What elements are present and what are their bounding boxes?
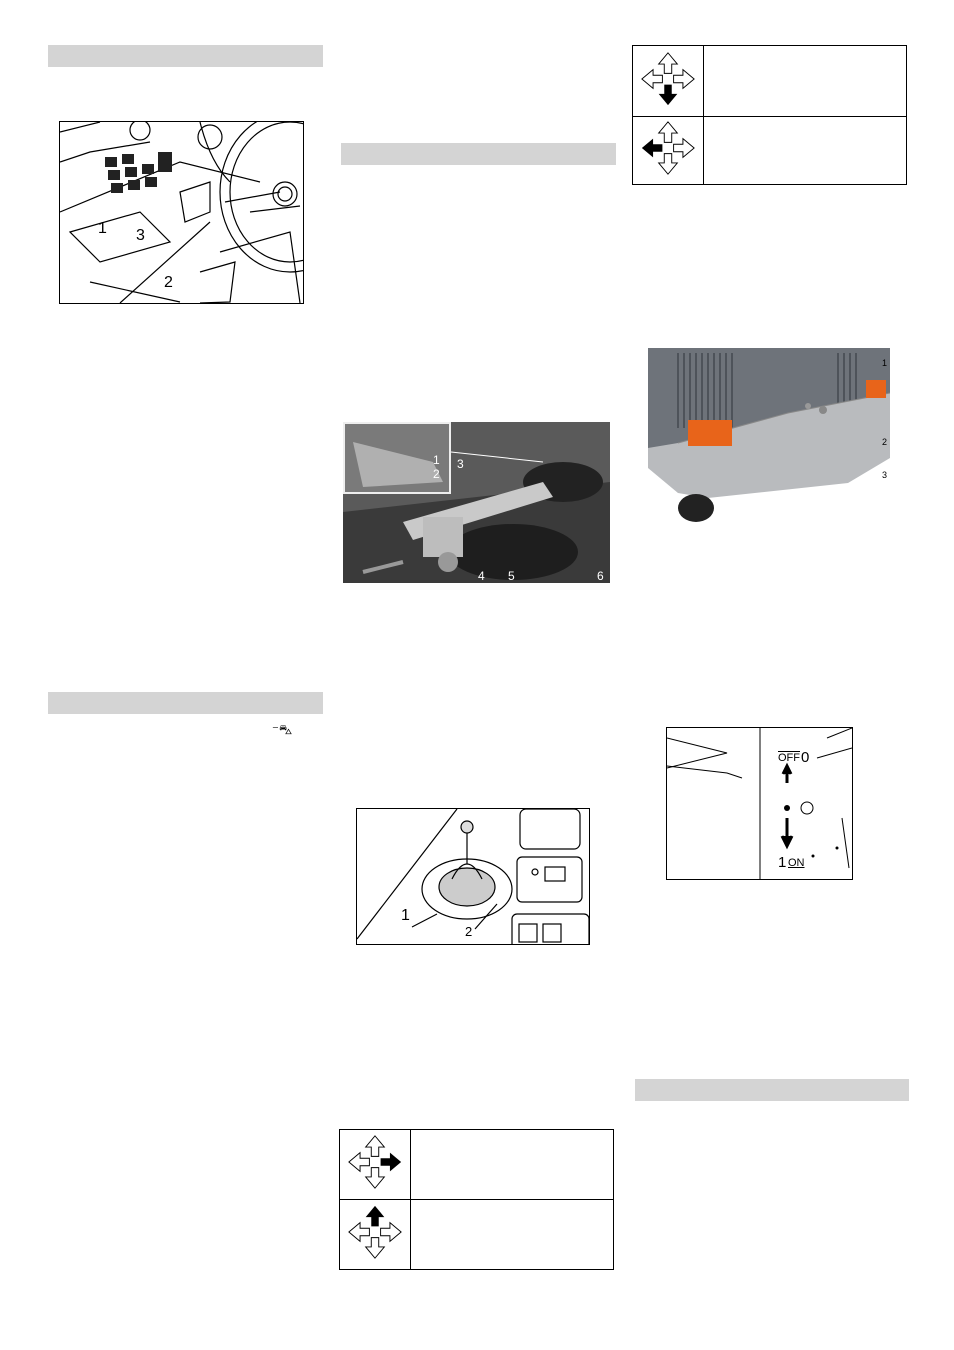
callout-6: 6 (597, 569, 604, 583)
callout-1: 1 (401, 907, 410, 924)
table-row (340, 1200, 614, 1270)
on-label: ON (788, 857, 805, 869)
arrow-table-1 (339, 1129, 614, 1270)
callout-2: 2 (164, 274, 173, 291)
side-brush-photo (343, 422, 610, 583)
rear-bumper-photo (648, 348, 890, 524)
callout-2: 2 (465, 924, 473, 939)
arrow-down-icon (638, 51, 698, 107)
callout-3: 3 (882, 470, 888, 480)
section-header-bar (48, 692, 323, 714)
battery-switch-figure (666, 727, 853, 880)
dashboard-figure (59, 121, 304, 304)
callout-1: 1 (433, 453, 440, 467)
callout-2: 2 (882, 437, 888, 447)
table-row (633, 117, 907, 185)
vehicle-icon: ⁻⛍ (272, 722, 293, 737)
table-row (633, 46, 907, 117)
battery-switch-drawing (667, 728, 852, 879)
callout-1: 1 (98, 220, 107, 237)
arrow-right-icon (345, 1134, 405, 1190)
callout-3: 3 (457, 457, 464, 471)
off-value: 0 (801, 749, 810, 766)
arrow-table-2 (632, 45, 907, 185)
joystick-figure (356, 808, 590, 945)
section-header-bar (341, 143, 616, 165)
table-row (340, 1130, 614, 1200)
callout-4: 4 (478, 569, 485, 583)
arrow-up-icon (345, 1204, 405, 1260)
arrow-left-icon (638, 120, 698, 176)
section-header-bar (635, 1079, 909, 1101)
on-value: 1 (778, 854, 787, 871)
callout-2: 2 (433, 467, 440, 481)
off-label: $\overline{OFF}$ (778, 752, 800, 764)
joystick-drawing (357, 809, 589, 944)
section-header-bar (48, 45, 323, 67)
callout-1: 1 (882, 358, 888, 368)
dashboard-drawing (60, 122, 303, 303)
callout-3: 3 (136, 227, 145, 244)
callout-5: 5 (508, 569, 515, 583)
